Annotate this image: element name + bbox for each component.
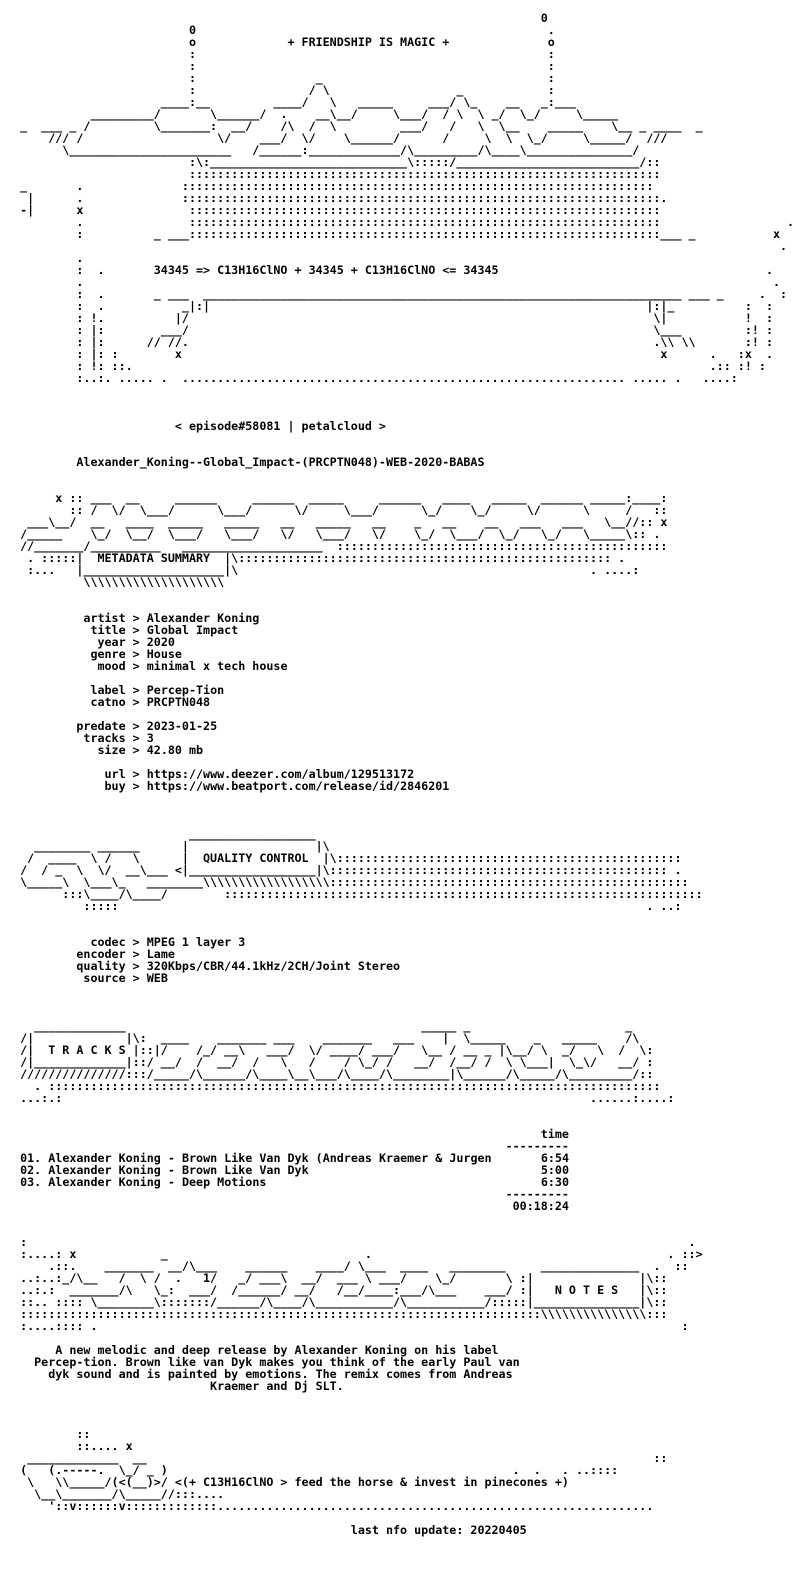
info-row bbox=[6, 780, 642, 792]
art-line: : : bbox=[6, 47, 555, 61]
blank-line bbox=[6, 1404, 642, 1416]
blank-line bbox=[6, 1104, 642, 1116]
notes-line: dyk sound and is painted by emotions. The remix comes from Andreas bbox=[6, 1367, 513, 1381]
track-row: 01. Alexander Koning - Brown Like Van Dyk (Andreas Kraemer & Jurgen 6:54 bbox=[20, 1151, 569, 1165]
last-update: last nfo update: 20220405 bbox=[6, 1523, 527, 1537]
track-time: 6:54 bbox=[540, 1151, 569, 1165]
info-value: PRCPTN048 bbox=[146, 695, 211, 709]
art-line: . ::::::::::::::::::::::::::::::::::::::::::::::::::::::::::::::::::: . bbox=[6, 215, 794, 229]
info-separator: > bbox=[125, 731, 147, 745]
info-key: url bbox=[6, 767, 126, 781]
art-line: : / \ _ : bbox=[6, 83, 555, 97]
art-line: :: bbox=[6, 1427, 91, 1441]
art-line: :....:::: . : bbox=[6, 1319, 689, 1333]
blank-line bbox=[6, 1212, 642, 1224]
art-line: / ____ \ / \ | QUALITY CONTROL |\::::::::::::::::::::::::::::::::::::::::::::::::: bbox=[6, 851, 682, 865]
art-line: _ . ::::::::::::::::::::::::::::::::::::::::::::::::::::::::::::::::::: bbox=[6, 179, 654, 193]
footer-art bbox=[6, 1427, 668, 1513]
quality-list bbox=[6, 936, 642, 984]
track-number: 03. bbox=[20, 1175, 42, 1189]
track-row: 03. Alexander Koning - Deep Motions 6:30 bbox=[20, 1175, 570, 1189]
info-key: buy bbox=[6, 779, 126, 793]
episode-line: < episode#58081 | petalcloud > bbox=[6, 419, 386, 433]
tracks-total: 00:18:24 bbox=[6, 1199, 569, 1213]
track-title: Brown Like Van Dyk bbox=[181, 1163, 309, 1177]
art-line: /// / \/ ___/ \/ \______/ / \ \ \_/ \_____/ /// bbox=[6, 131, 668, 145]
info-key: size bbox=[6, 743, 126, 757]
info-row bbox=[6, 972, 642, 984]
art-line: '::v::::::v:::::::::::::.............................................................. bbox=[6, 1499, 654, 1513]
quality-header-art bbox=[6, 827, 703, 913]
info-value: 42.80 mb bbox=[146, 743, 204, 757]
art-line: : !: ::. .:: :! : bbox=[6, 359, 766, 373]
track-time: 6:30 bbox=[540, 1175, 570, 1189]
header-art bbox=[6, 11, 794, 385]
art-line: ___\__/ __ ____ _____ _____ __ _____ __ _ __ __ ___ ___ \__//:: x bbox=[6, 515, 668, 529]
info-value: House bbox=[146, 647, 182, 661]
info-key: tracks bbox=[6, 731, 126, 745]
info-separator: > bbox=[125, 695, 147, 709]
art-line: : |: ___/ \___ :! : bbox=[6, 323, 773, 337]
info-key: year bbox=[6, 635, 126, 649]
art-line: _ ___ _ / \_______: __/ /\ / \ ___/ / \ \__ _____ \__ _ ____ _ bbox=[6, 119, 703, 133]
tracklist bbox=[6, 1128, 642, 1212]
art-line: : _ ___:::::::::::::::::::::::::::::::::::::::::::::::::::::::::::::::::::___ _ x bbox=[6, 227, 781, 241]
art-line: : |: : x x . :x . bbox=[6, 347, 773, 361]
art-line: : : bbox=[6, 59, 555, 73]
art-line: ...:.: ......:....: bbox=[6, 1091, 675, 1105]
art-line: . bbox=[6, 239, 788, 253]
art-line: ::::::::::::::::::::::::::::::::::::::::::::::::::::::::::::::::::: bbox=[6, 167, 661, 181]
info-key: encoder bbox=[6, 947, 126, 961]
info-separator: > bbox=[125, 779, 147, 793]
metadata-list bbox=[6, 612, 642, 792]
art-line: :....: x _ . . ::> bbox=[6, 1247, 703, 1261]
info-value: 2020 bbox=[146, 635, 175, 649]
info-row bbox=[6, 696, 642, 708]
info-key: genre bbox=[6, 647, 126, 661]
art-line: : . _ ___ ____________________________________________________________________ ___ _ . : bbox=[6, 287, 788, 301]
art-line: : . _|:| |:|_ : : bbox=[6, 299, 773, 313]
info-key: codec bbox=[6, 935, 126, 949]
notes-line: A new melodic and deep release by Alexander Koning on his label bbox=[6, 1343, 499, 1357]
metadata-header-art bbox=[6, 491, 668, 589]
blank-line bbox=[6, 912, 642, 924]
art-line: : . bbox=[6, 1235, 696, 1249]
art-line: ::::: . ..: bbox=[6, 899, 682, 913]
info-separator: > bbox=[125, 743, 147, 757]
blank-line bbox=[6, 996, 642, 1008]
art-line: ____:__ ____/ \ _____ ___/ \_ __ _:___ bbox=[6, 95, 576, 109]
info-value: minimal x tech house bbox=[146, 659, 288, 673]
info-key: catno bbox=[6, 695, 126, 709]
art-line: ///////////////:::/_____/\______/\____\__\___/\____/\________|\______/\_____/\_________/:: bbox=[6, 1067, 654, 1081]
art-line: o + FRIENDSHIP IS MAGIC + o bbox=[6, 35, 555, 49]
art-line: ::.... x bbox=[6, 1439, 133, 1453]
blank-line bbox=[6, 804, 642, 816]
info-value: Lame bbox=[146, 947, 175, 961]
info-separator: > bbox=[125, 767, 147, 781]
notes-text bbox=[6, 1344, 642, 1392]
art-line: //_______/__________ ____________________ ::::::::::::::::::::::::::::::::::::::::::::::: bbox=[6, 539, 668, 553]
blank-line bbox=[6, 792, 642, 804]
art-line: | . ::::::::::::::::::::::::::::::::::::::::::::::::::::::::::::::::::::. bbox=[6, 191, 668, 205]
info-separator: > bbox=[125, 611, 147, 625]
art-line: : !. |/ \| ! : bbox=[6, 311, 773, 325]
info-separator: > bbox=[125, 959, 147, 973]
release-name: Alexander_Koning--Global_Impact-(PRCPTN048)-WEB-2020-BABAS bbox=[6, 455, 485, 469]
art-line: 0 . bbox=[6, 23, 555, 37]
art-line: . ::::::::::::::::::::::::::::::::::::::::::::::::::::::::::::::::::::::::::::::::::::::: bbox=[6, 1079, 661, 1093]
art-line: \\\\\\\\\\\\\\\\\\\\ bbox=[6, 575, 225, 589]
art-line: \_____\ \___\_ ________\\\\\\\\\\\\\\\\\\::::::::::::::::::::::::::::::::::::::::::::::::::: bbox=[6, 875, 689, 889]
art-line: /|_____________|::/ __/ / __/ / \ / / \_/ / __/ /__/ / \ \___| \_\/ __/ : bbox=[6, 1055, 654, 1069]
art-line: -| x ::::::::::::::::::::::::::::::::::::::::::::::::::::::::::::::::::: bbox=[6, 203, 661, 217]
art-line: ::::::::::::::::::::::::::::::::::::::::::::::::::::::::::::::::::::::::::\\\\\\\\\\\\\\\::: bbox=[6, 1307, 668, 1321]
art-line: . . bbox=[6, 275, 781, 289]
info-key: predate bbox=[6, 719, 126, 733]
track-time: 5:00 bbox=[540, 1163, 570, 1177]
info-value: 2023-01-25 bbox=[146, 719, 218, 733]
art-line: _____________ _____ _ _ bbox=[6, 1019, 633, 1033]
art-line: \__\_______/\_____//:::.... bbox=[6, 1487, 225, 1501]
info-key: quality bbox=[6, 959, 126, 973]
art-line: /| |\: ____ _______ ___ _______ ___ | \_____ _ _____ /\ bbox=[6, 1031, 640, 1045]
track-number: 02. bbox=[20, 1163, 42, 1177]
blank-line bbox=[6, 1416, 642, 1428]
art-line: __________________ bbox=[6, 827, 316, 841]
info-separator: > bbox=[125, 623, 147, 637]
info-value: 3 bbox=[146, 731, 154, 745]
info-value: 320Kbps/CBR/44.1kHz/2CH/Joint Stereo bbox=[146, 959, 401, 973]
info-value[interactable]: https://www.beatport.com/release/id/2846201 bbox=[146, 779, 450, 793]
info-separator: > bbox=[125, 719, 147, 733]
info-value: Alexander Koning bbox=[146, 611, 260, 625]
art-line: :\:____________________________\:::::/__________________________/:: bbox=[6, 155, 661, 169]
track-artist: Alexander Koning bbox=[48, 1175, 161, 1189]
blank-line bbox=[6, 588, 642, 600]
art-line: : |: // //. .\\ \\ :! : bbox=[6, 335, 773, 349]
art-line: \ \\_____/(<(__)>/ <(+ C13H16ClNO > feed the horse & invest in pinecones +) bbox=[6, 1475, 569, 1489]
art-line: ..:.: _______/\ \_: ___/ /______/ __/ /__/____:___/\___ ___/ :| N O T E S |\:: bbox=[6, 1283, 668, 1297]
info-separator: > bbox=[125, 635, 147, 649]
art-line: /_____ \_/ \__/ \___/ \___/ \/ \___/ \/ \_/ \___/ \_/ \_/ \_____\:: . bbox=[6, 527, 661, 541]
blank-line bbox=[6, 384, 642, 396]
info-separator: > bbox=[125, 683, 147, 697]
info-key: source bbox=[6, 971, 126, 985]
track-row: 02. Alexander Koning - Brown Like Van Dyk 5:00 bbox=[20, 1163, 570, 1177]
divider: --------- bbox=[6, 1187, 569, 1201]
art-line: .::. _______ __/\___ ______ ____/ \___ ____ ________ ______________ . :: bbox=[6, 1259, 689, 1273]
track-number: 01. bbox=[20, 1151, 42, 1165]
art-line: :: / \/ \___/ \___/ \/ \___/ \_/ \_/ \/ \ / :: bbox=[6, 503, 668, 517]
info-key: mood bbox=[6, 659, 126, 673]
info-separator: > bbox=[125, 971, 147, 985]
notes-line: Percep-tion. Brown like van Dyk makes you think of the early Paul van bbox=[6, 1355, 520, 1369]
art-line: . bbox=[6, 251, 84, 265]
art-line: :::\____/\____/ :::::::::::::::::::::::::::::::::::::::::::::::::::::::::::::::::::: bbox=[6, 887, 703, 901]
info-separator: > bbox=[125, 647, 147, 661]
info-value: Percep-Tion bbox=[146, 683, 225, 697]
info-separator: > bbox=[125, 659, 147, 673]
info-key: label bbox=[6, 683, 126, 697]
art-line: 0 bbox=[6, 11, 548, 25]
art-line: . :::::| METADATA SUMMARY |\::::::::::::::::::::::::::::::::::::::::::::::::::::: . bbox=[6, 551, 626, 565]
art-line: :..:. ..... . ............................................................... ..... . ....: bbox=[6, 371, 738, 385]
art-line: x :: ___ __ ______ ______ _____ ______ ____ _____ ______ _____:____: bbox=[6, 491, 668, 505]
tracks-time-label: time bbox=[6, 1127, 569, 1141]
track-title: Brown Like Van Dyk (Andreas Kraemer & Jurgen bbox=[181, 1151, 492, 1165]
tracks-header-art bbox=[6, 1019, 675, 1105]
info-value: Global Impact bbox=[146, 623, 239, 637]
info-value: WEB bbox=[146, 971, 168, 985]
art-line: ..:..:_/\__ / \ / . 1/ _/ ___\ __/ ___ \ ___/ \_/ \ :| |\:: bbox=[6, 1271, 668, 1285]
blank-line bbox=[6, 468, 642, 480]
info-value: MPEG 1 layer 3 bbox=[146, 935, 246, 949]
art-line: : _ : bbox=[6, 71, 555, 85]
info-key: title bbox=[6, 623, 126, 637]
art-line: _________/ \______/ . __\__/ \___/ / \ \ _/ \_/ \_____ bbox=[6, 107, 619, 121]
info-separator: > bbox=[125, 935, 147, 949]
art-line: / / _ \ \/ __\___ <|__________________|\:::::::::::::::::::::::::::::::::::::::::::::::: . bbox=[6, 863, 682, 877]
art-line: /| T R A C K S |::|/ /_/ __\ ___/ \/ ____/ ___/ \__ / __ _ |\__/ \ _/ \ / \: bbox=[6, 1043, 654, 1057]
blank-line bbox=[6, 1392, 642, 1404]
track-title: Deep Motions bbox=[181, 1175, 267, 1189]
info-row bbox=[6, 660, 642, 672]
info-row bbox=[6, 744, 642, 756]
art-line: :... |____________________|\ . ....: bbox=[6, 563, 640, 577]
art-line: \_______________________ /______:_____________/\_________/\____\_______________/ bbox=[6, 143, 640, 157]
notes-line: Kraemer and Dj SLT. bbox=[6, 1379, 344, 1393]
art-line: ::.. :::: \________\:::::::/______/\____/\___________/\___________/:::::|_______________|\:: bbox=[6, 1295, 668, 1309]
art-line: ( (.-----. \_/ _ ) . . . ..:::: bbox=[6, 1463, 619, 1477]
info-separator: > bbox=[125, 947, 147, 961]
info-key: artist bbox=[6, 611, 126, 625]
notes-header-art bbox=[6, 1235, 703, 1333]
art-line: ________ ______ | |\ bbox=[6, 839, 330, 853]
track-artist: Alexander Koning bbox=[48, 1151, 161, 1165]
art-line: : . 34345 => C13H16ClNO + 34345 + C13H16ClNO <= 34345 . bbox=[6, 263, 773, 277]
blank-line bbox=[6, 396, 642, 408]
art-line: _____________ __ :: bbox=[6, 1451, 668, 1465]
info-value[interactable]: https://www.deezer.com/album/129513172 bbox=[146, 767, 415, 781]
track-artist: Alexander Koning bbox=[48, 1163, 161, 1177]
blank-line bbox=[6, 432, 642, 444]
blank-line bbox=[6, 984, 642, 996]
divider: --------- bbox=[6, 1139, 569, 1153]
